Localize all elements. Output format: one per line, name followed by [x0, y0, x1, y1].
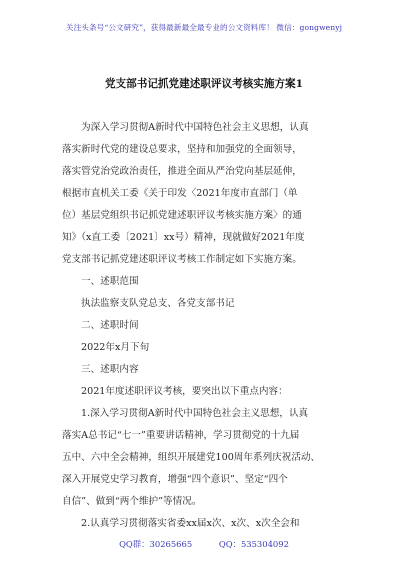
body-line: 2022年x月下旬	[81, 342, 150, 353]
body-line: 五中、六中全会精神，组织开展建党100周年系列庆祝活动、	[62, 452, 321, 463]
body-line: 2.认真学习贯彻落实省委xx届x次、x次、x次全会和	[81, 518, 300, 529]
body-line: 执法监察支队党总支、各党支部书记	[81, 298, 235, 309]
section-heading-content: 三、述职内容	[81, 364, 139, 375]
document-title: 党支部书记抓党建述职评议考核实施方案1	[104, 78, 304, 90]
body-line: 1.深入学习贯彻A新时代中国特色社会主义思想，认真	[81, 408, 309, 419]
body-line: 落实A总书记“七一”重要讲话精神，学习贯彻党的十九届	[62, 430, 300, 441]
section-heading-scope: 一、述职范围	[81, 276, 139, 287]
body-line: 2021年度述职评议考核，要突出以下重点内容：	[81, 386, 288, 397]
body-line: 位）基层党组织书记抓党建述职评议考核实施方案〉的通	[62, 210, 302, 221]
footer-qq-group: QQ群：30265665	[119, 539, 193, 549]
header-promo-note: 关注头条号“公文研究”，获得最新最全最专业的公文资料库！ 微信：gongwenyj	[65, 23, 343, 32]
body-line: 党支部书记抓党建述职评议考核工作制定如下实施方案。	[62, 254, 302, 265]
body-line: 根据市直机关工委《关于印发〈2021年度市直部门（单	[62, 188, 298, 199]
document-body	[62, 117, 357, 535]
section-heading-time: 二、述职时间	[81, 320, 139, 331]
body-line: 深入开展党史学习教育，增强“四个意识”、坚定“四个	[62, 474, 288, 485]
body-line: 自信”、做到“两个维护”等情况。	[62, 496, 202, 507]
body-line: 为深入学习贯彻A新时代中国特色社会主义思想，认真	[81, 122, 309, 133]
body-line: 知》（x直工委〔2021〕xx号）精神，现就做好2021年度	[62, 232, 305, 243]
body-line: 落实新时代党的建设总要求，坚持和加强党的全面领导，	[62, 144, 302, 155]
footer-contact	[0, 538, 408, 550]
footer-qq-number: QQ：535304092	[218, 539, 289, 549]
body-line: 落实管党治党政治责任，推进全面从严治党向基层延伸，	[62, 166, 302, 177]
